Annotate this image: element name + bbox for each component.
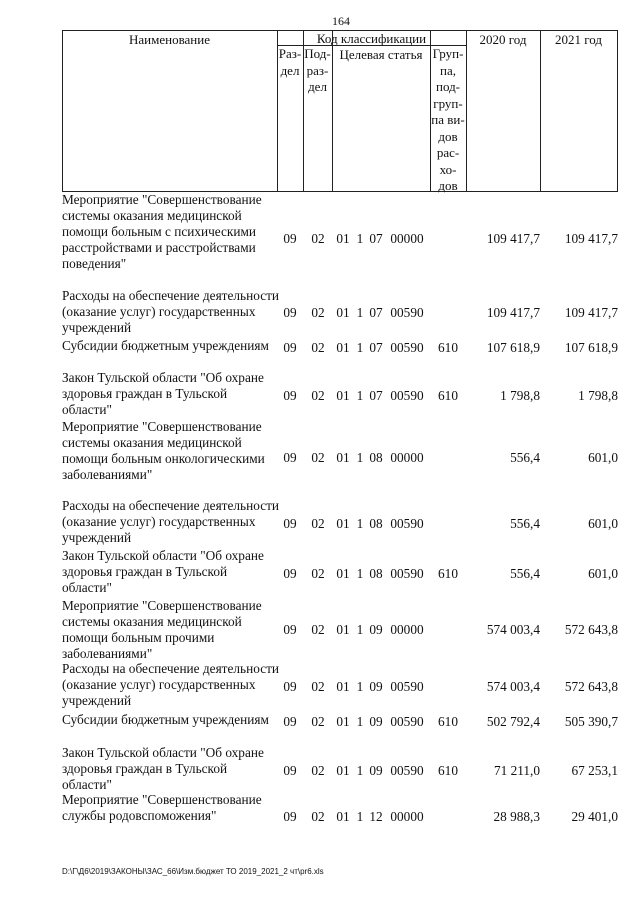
cell-target-subprogram: 1	[356, 305, 364, 320]
cell-target-program: 01	[336, 809, 350, 824]
row-name	[62, 598, 277, 662]
cell-razdel: 09	[283, 305, 297, 320]
cell-target-event: 07	[369, 340, 383, 355]
cell-2021: 572 643,8	[564, 622, 618, 637]
cell-target-subprogram: 1	[356, 566, 364, 581]
cell-2021: 601,0	[588, 450, 618, 465]
row-name-line: учреждений	[62, 530, 132, 545]
cell-target-program: 01	[336, 450, 350, 465]
row-name-line: Расходы на обеспечение деятельности	[62, 498, 280, 513]
cell-expense-group: 610	[438, 340, 458, 355]
cell-target-program: 01	[336, 516, 350, 531]
row-name	[62, 419, 277, 483]
cell-2021: 572 643,8	[564, 679, 618, 694]
row-name-line: области"	[62, 580, 112, 595]
cell-podrazdel: 02	[311, 516, 325, 531]
cell-2021: 1 798,8	[578, 388, 618, 403]
cell-razdel: 09	[283, 566, 297, 581]
cell-podrazdel: 02	[311, 450, 325, 465]
cell-target-program: 01	[336, 305, 350, 320]
cell-target-subprogram: 1	[356, 679, 364, 694]
cell-razdel: 09	[283, 679, 297, 694]
cell-target-subprogram: 1	[356, 340, 364, 355]
file-path-footer: D:\Г\Д6\2019\ЗАКОНЫ\ЗАС_66\Изм.бюджет ТО 2019_2021_2 чт\pr6.xls	[62, 867, 324, 876]
cell-razdel: 09	[283, 388, 297, 403]
cell-target-event: 08	[369, 516, 383, 531]
header-name: Наименование	[129, 32, 210, 47]
row-name-line: Субсидии бюджетным учреждениям	[62, 712, 269, 727]
cell-target-direction: 00000	[390, 231, 424, 246]
row-name-line: заболеваниями"	[62, 467, 153, 482]
cell-razdel: 09	[283, 450, 297, 465]
row-name-line: службы родовспоможения"	[62, 808, 217, 823]
cell-target-direction: 00000	[390, 622, 424, 637]
row-name-line: Закон Тульской области "Об охране	[62, 548, 264, 563]
table-header	[62, 30, 618, 192]
cell-2021: 109 417,7	[564, 305, 618, 320]
cell-target-event: 07	[369, 388, 383, 403]
row-name-line: здоровья граждан в Тульской	[62, 761, 228, 776]
cell-target-direction: 00590	[390, 566, 424, 581]
cell-podrazdel: 02	[311, 809, 325, 824]
row-name	[62, 288, 280, 336]
cell-podrazdel: 02	[311, 388, 325, 403]
row-name-line: системы оказания медицинской	[62, 614, 242, 629]
cell-razdel: 09	[283, 809, 297, 824]
cell-target-direction: 00590	[390, 516, 424, 531]
cell-razdel: 09	[283, 516, 297, 531]
cell-target-program: 01	[336, 388, 350, 403]
cell-podrazdel: 02	[311, 763, 325, 778]
cell-target-subprogram: 1	[356, 763, 364, 778]
row-name-line: (оказание услуг) государственных	[62, 514, 256, 529]
row-name-line: Закон Тульской области "Об охране	[62, 745, 264, 760]
cell-target-subprogram: 1	[356, 450, 364, 465]
cell-2021: 29 401,0	[571, 809, 618, 824]
cell-2021: 109 417,7	[564, 231, 618, 246]
cell-2020: 574 003,4	[486, 622, 540, 637]
cell-razdel: 09	[283, 231, 297, 246]
row-name	[62, 548, 277, 596]
cell-2020: 28 988,3	[493, 809, 540, 824]
cell-2021: 601,0	[588, 516, 618, 531]
row-name-line: Мероприятие "Совершенствование	[62, 192, 262, 207]
cell-target-program: 01	[336, 231, 350, 246]
cell-target-subprogram: 1	[356, 388, 364, 403]
cell-target-program: 01	[336, 340, 350, 355]
row-name	[62, 745, 277, 793]
cell-target-program: 01	[336, 763, 350, 778]
cell-target-direction: 00590	[390, 679, 424, 694]
cell-target-program: 01	[336, 622, 350, 637]
cell-target-program: 01	[336, 679, 350, 694]
row-name-line: Субсидии бюджетным учреждениям	[62, 338, 269, 353]
row-name-line: области"	[62, 777, 112, 792]
cell-2021: 67 253,1	[571, 763, 618, 778]
row-name-line: Мероприятие "Совершенствование	[62, 792, 262, 807]
cell-podrazdel: 02	[311, 622, 325, 637]
cell-target-event: 12	[369, 809, 383, 824]
row-name-line: помощи больным онкологическими	[62, 451, 265, 466]
row-name-line: расстройствами и расстройствами	[62, 240, 256, 255]
cell-podrazdel: 02	[311, 566, 325, 581]
cell-2020: 574 003,4	[486, 679, 540, 694]
cell-2020: 109 417,7	[486, 305, 540, 320]
cell-2020: 502 792,4	[486, 714, 540, 729]
header-podrazdel: Под- раз- дел	[304, 46, 331, 94]
cell-target-subprogram: 1	[356, 622, 364, 637]
cell-target-direction: 00590	[390, 388, 424, 403]
row-name-line: Расходы на обеспечение деятельности	[62, 661, 280, 676]
cell-target-subprogram: 1	[356, 809, 364, 824]
cell-expense-group: 610	[438, 388, 458, 403]
row-name-line: области"	[62, 402, 112, 417]
cell-podrazdel: 02	[311, 340, 325, 355]
row-name-line: заболеваниями"	[62, 646, 153, 661]
row-name-line: учреждений	[62, 693, 132, 708]
header-razdel: Раз- дел	[278, 46, 302, 78]
cell-target-program: 01	[336, 714, 350, 729]
cell-target-event: 08	[369, 450, 383, 465]
cell-razdel: 09	[283, 714, 297, 729]
cell-expense-group: 610	[438, 763, 458, 778]
cell-target-direction: 00590	[390, 340, 424, 355]
cell-target-direction: 00000	[390, 809, 424, 824]
cell-target-direction: 00000	[390, 450, 424, 465]
row-name	[62, 192, 277, 272]
row-name	[62, 712, 277, 728]
cell-target-event: 07	[369, 305, 383, 320]
cell-target-event: 09	[369, 714, 383, 729]
row-name	[62, 661, 280, 709]
cell-2020: 71 211,0	[493, 763, 540, 778]
cell-podrazdel: 02	[311, 679, 325, 694]
cell-target-event: 08	[369, 566, 383, 581]
cell-2020: 107 618,9	[486, 340, 540, 355]
cell-target-subprogram: 1	[356, 231, 364, 246]
cell-target-event: 09	[369, 763, 383, 778]
cell-target-subprogram: 1	[356, 714, 364, 729]
row-name	[62, 370, 277, 418]
header-2021: 2021 год	[555, 32, 602, 47]
row-name	[62, 498, 280, 546]
cell-podrazdel: 02	[311, 231, 325, 246]
page-number: 164	[332, 14, 350, 28]
cell-2020: 556,4	[510, 450, 540, 465]
cell-2020: 556,4	[510, 516, 540, 531]
row-name-line: Мероприятие "Совершенствование	[62, 598, 262, 613]
cell-target-direction: 00590	[390, 305, 424, 320]
row-name-line: учреждений	[62, 320, 132, 335]
row-name-line: здоровья граждан в Тульской	[62, 564, 228, 579]
row-name-line: здоровья граждан в Тульской	[62, 386, 228, 401]
row-name	[62, 792, 277, 824]
row-name-line: Закон Тульской области "Об охране	[62, 370, 264, 385]
row-name-line: (оказание услуг) государственных	[62, 677, 256, 692]
row-name-line: поведения"	[62, 256, 127, 271]
cell-2021: 601,0	[588, 566, 618, 581]
cell-expense-group: 610	[438, 714, 458, 729]
header-2020: 2020 год	[479, 32, 527, 47]
cell-2021: 505 390,7	[564, 714, 618, 729]
cell-target-event: 07	[369, 231, 383, 246]
header-code: Код классификации	[316, 31, 427, 46]
cell-target-event: 09	[369, 622, 383, 637]
row-name-line: (оказание услуг) государственных	[62, 304, 256, 319]
row-name-line: Расходы на обеспечение деятельности	[62, 288, 280, 303]
row-name-line: системы оказания медицинской	[62, 208, 242, 223]
cell-target-event: 09	[369, 679, 383, 694]
header-target: Целевая статья	[339, 47, 423, 62]
row-name-line: системы оказания медицинской	[62, 435, 242, 450]
cell-2020: 556,4	[510, 566, 540, 581]
header-group: Груп- па, под- груп- па ви- дов рас- хо- дов	[431, 46, 465, 193]
cell-razdel: 09	[283, 340, 297, 355]
cell-target-direction: 00590	[390, 714, 424, 729]
cell-2020: 109 417,7	[486, 231, 540, 246]
cell-2021: 107 618,9	[564, 340, 618, 355]
row-name-line: помощи больным с психическими	[62, 224, 257, 239]
row-name-line: Мероприятие "Совершенствование	[62, 419, 262, 434]
cell-target-program: 01	[336, 566, 350, 581]
cell-expense-group: 610	[438, 566, 458, 581]
row-name-line: помощи больным прочими	[62, 630, 215, 645]
cell-razdel: 09	[283, 763, 297, 778]
cell-razdel: 09	[283, 622, 297, 637]
cell-2020: 1 798,8	[500, 388, 540, 403]
cell-target-direction: 00590	[390, 763, 424, 778]
cell-podrazdel: 02	[311, 714, 325, 729]
cell-target-subprogram: 1	[356, 516, 364, 531]
row-name	[62, 338, 277, 354]
cell-podrazdel: 02	[311, 305, 325, 320]
